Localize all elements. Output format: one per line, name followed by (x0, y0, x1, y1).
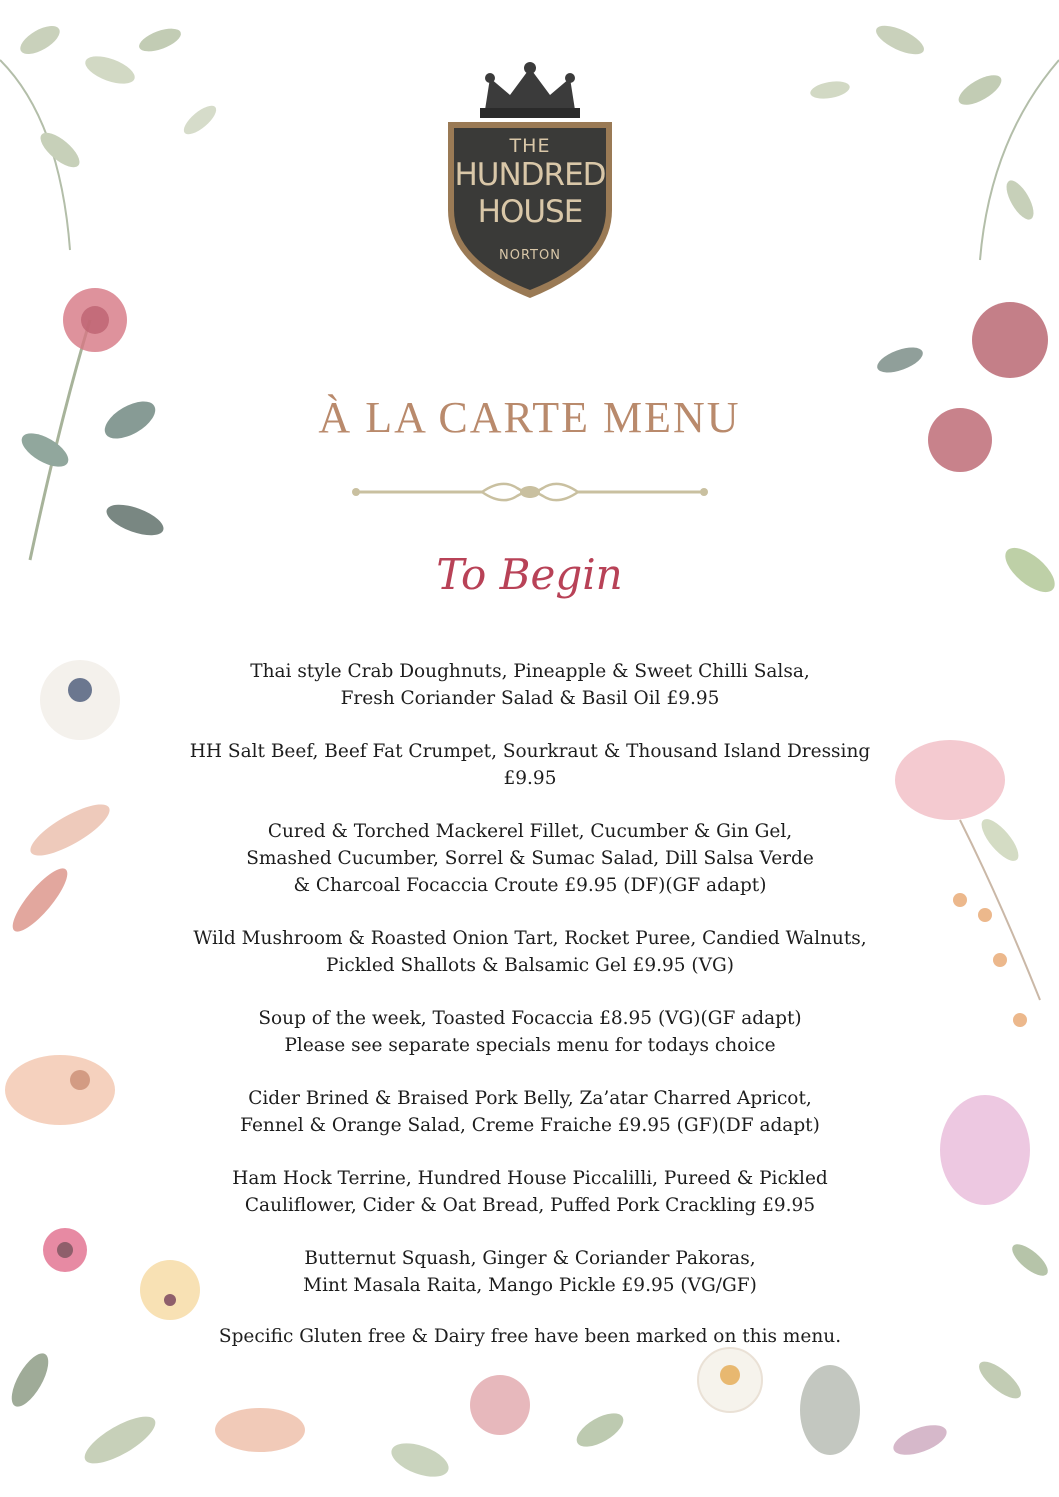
dish-line: Ham Hock Terrine, Hundred House Piccalilli, Pureed & Pickled (232, 1168, 828, 1189)
dish-item (100, 1165, 960, 1219)
dish-line: Fresh Coriander Salad & Basil Oil £9.95 (340, 688, 720, 709)
dish-item (100, 818, 960, 899)
hundred-house-logo (440, 60, 620, 305)
dish-item (100, 1085, 960, 1139)
dish-line: Mint Masala Raita, Mango Pickle £9.95 (VG/GF) (303, 1275, 757, 1296)
dish-item (100, 1245, 960, 1299)
dietary-note: Specific Gluten free & Dairy free have been marked on this menu. (218, 1326, 842, 1347)
dish-line: Please see separate specials menu for todays choice (284, 1035, 776, 1056)
dish-line: Cider Brined & Braised Pork Belly, Za’atar Charred Apricot, (248, 1088, 812, 1109)
dish-line: Butternut Squash, Ginger & Coriander Pakoras, (304, 1248, 756, 1269)
ornamental-divider (352, 474, 708, 510)
logo-text-the: THE (509, 135, 551, 157)
dish-item (100, 738, 960, 792)
dish-line: Thai style Crab Doughnuts, Pineapple & Sweet Chilli Salsa, (250, 661, 810, 682)
logo-text-norton: NORTON (499, 248, 561, 263)
dish-line: £9.95 (503, 768, 557, 789)
section-heading: To Begin (436, 550, 623, 599)
dish-line: Wild Mushroom & Roasted Onion Tart, Rocket Puree, Candied Walnuts, (193, 928, 867, 949)
dish-item (100, 1005, 960, 1059)
dish-list (100, 658, 960, 1350)
logo-text-hundred: HUNDRED (454, 157, 606, 193)
dish-line: HH Salt Beef, Beef Fat Crumpet, Sourkraut & Thousand Island Dressing (189, 741, 871, 762)
menu-title: À LA CARTE MENU (318, 393, 741, 442)
logo-text-house: HOUSE (477, 194, 583, 230)
dish-line: Cauliflower, Cider & Oat Bread, Puffed Pork Crackling £9.95 (244, 1195, 816, 1216)
dish-line: Smashed Cucumber, Sorrel & Sumac Salad, Dill Salsa Verde (246, 848, 814, 869)
dish-line: Soup of the week, Toasted Focaccia £8.95 (VG)(GF adapt) (258, 1008, 802, 1029)
dish-item (100, 658, 960, 712)
dish-line: & Charcoal Focaccia Croute £9.95 (DF)(GF adapt) (293, 875, 767, 896)
dish-line: Cured & Torched Mackerel Fillet, Cucumber & Gin Gel, (267, 821, 793, 842)
dish-line: Pickled Shallots & Balsamic Gel £9.95 (VG) (326, 955, 734, 976)
dish-item (100, 925, 960, 979)
dish-line: Fennel & Orange Salad, Creme Fraiche £9.95 (GF)(DF adapt) (240, 1115, 820, 1136)
